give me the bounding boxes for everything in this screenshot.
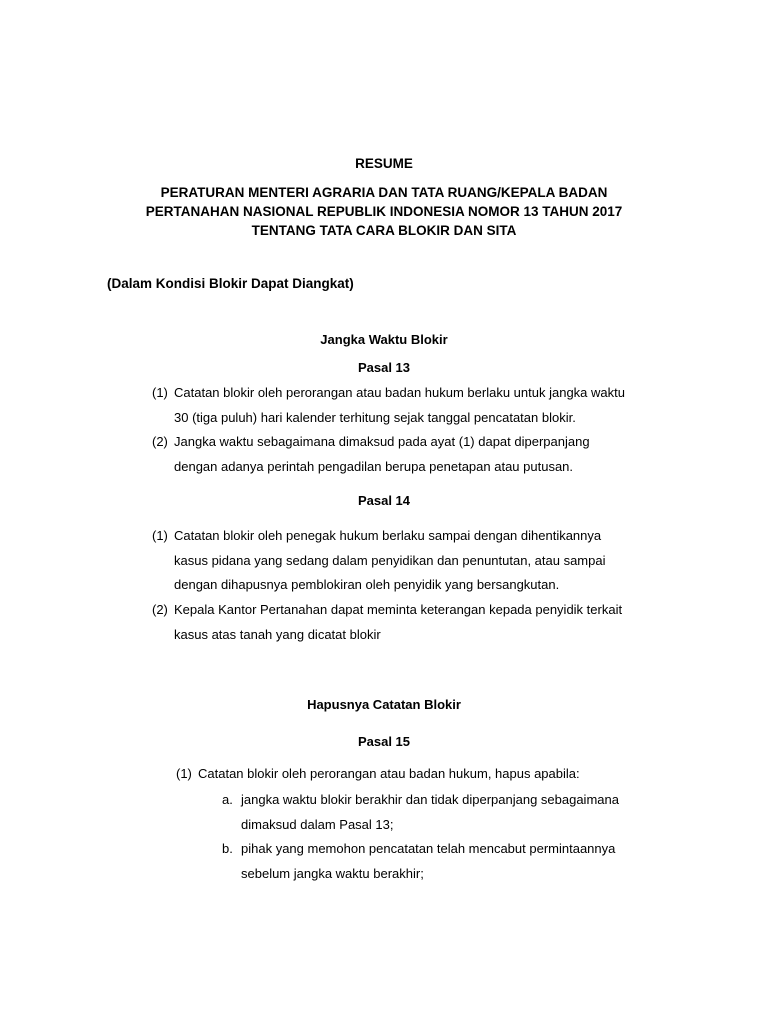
sub-item xyxy=(222,788,682,837)
list-item xyxy=(152,381,672,430)
item-number: (2) xyxy=(152,602,168,617)
heading: RESUME xyxy=(355,156,413,171)
list-item xyxy=(152,430,672,479)
sub-item-text: pihak yang memohon pencatatan telah mencabut permintaannya xyxy=(241,841,616,856)
sub-item xyxy=(222,837,682,886)
document-title-line: PERATURAN MENTERI AGRARIA DAN TATA RUANG/KEPALA BADAN xyxy=(160,185,608,200)
document-title xyxy=(0,183,768,240)
item-text: Catatan blokir oleh penegak hukum berlaku sampai dengan dihentikannya xyxy=(174,528,602,543)
sub-item-text: jangka waktu blokir berakhir dan tidak diperpanjang sebagaimana xyxy=(241,792,619,807)
item-text: kasus atas tanah yang dicatat blokir xyxy=(174,626,381,642)
item-number: (1) xyxy=(176,766,192,781)
item-text: kasus pidana yang sedang dalam penyidikan dan penuntutan, atau sampai xyxy=(174,552,606,568)
item-text: Jangka waktu sebagaimana dimaksud pada ayat (1) dapat diperpanjang xyxy=(174,434,590,449)
item-text: Catatan blokir oleh perorangan atau badan hukum berlaku untuk jangka waktu xyxy=(174,385,625,400)
list-item xyxy=(152,524,672,598)
sub-item-text: dimaksud dalam Pasal 13; xyxy=(241,816,394,832)
item-text: Catatan blokir oleh perorangan atau badan hukum, hapus apabila: xyxy=(198,766,580,781)
pasal-label: Pasal 15 xyxy=(357,734,411,749)
sub-item-letter: a. xyxy=(222,792,233,807)
pasal-label: Pasal 13 xyxy=(357,360,411,375)
sub-item-letter: b. xyxy=(222,841,233,856)
item-text: dengan dihapusnya pemblokiran oleh penyidik yang bersangkutan. xyxy=(174,577,560,592)
item-text: 30 (tiga puluh) hari kalender terhitung sejak tanggal pencatatan blokir. xyxy=(174,409,576,425)
pasal-label: Pasal 14 xyxy=(357,493,411,508)
item-number: (1) xyxy=(152,528,168,543)
document-title-line: TENTANG TATA CARA BLOKIR DAN SITA xyxy=(251,223,517,238)
section-title: Jangka Waktu Blokir xyxy=(320,332,448,347)
item-number: (1) xyxy=(152,385,168,400)
item-text: Kepala Kantor Pertanahan dapat meminta keterangan kepada penyidik terkait xyxy=(174,602,623,617)
list-item xyxy=(152,598,672,647)
condition-note: (Dalam Kondisi Blokir Dapat Diangkat) xyxy=(107,276,354,291)
item-text: dengan adanya perintah pengadilan berupa penetapan atau putusan. xyxy=(174,458,574,474)
item-number: (2) xyxy=(152,434,168,449)
sub-item-text: sebelum jangka waktu berakhir; xyxy=(241,865,424,881)
list-item xyxy=(176,762,676,787)
document-title-line: PERTANAHAN NASIONAL REPUBLIK INDONESIA NOMOR 13 TAHUN 2017 xyxy=(145,204,623,219)
section-title: Hapusnya Catatan Blokir xyxy=(307,697,461,712)
